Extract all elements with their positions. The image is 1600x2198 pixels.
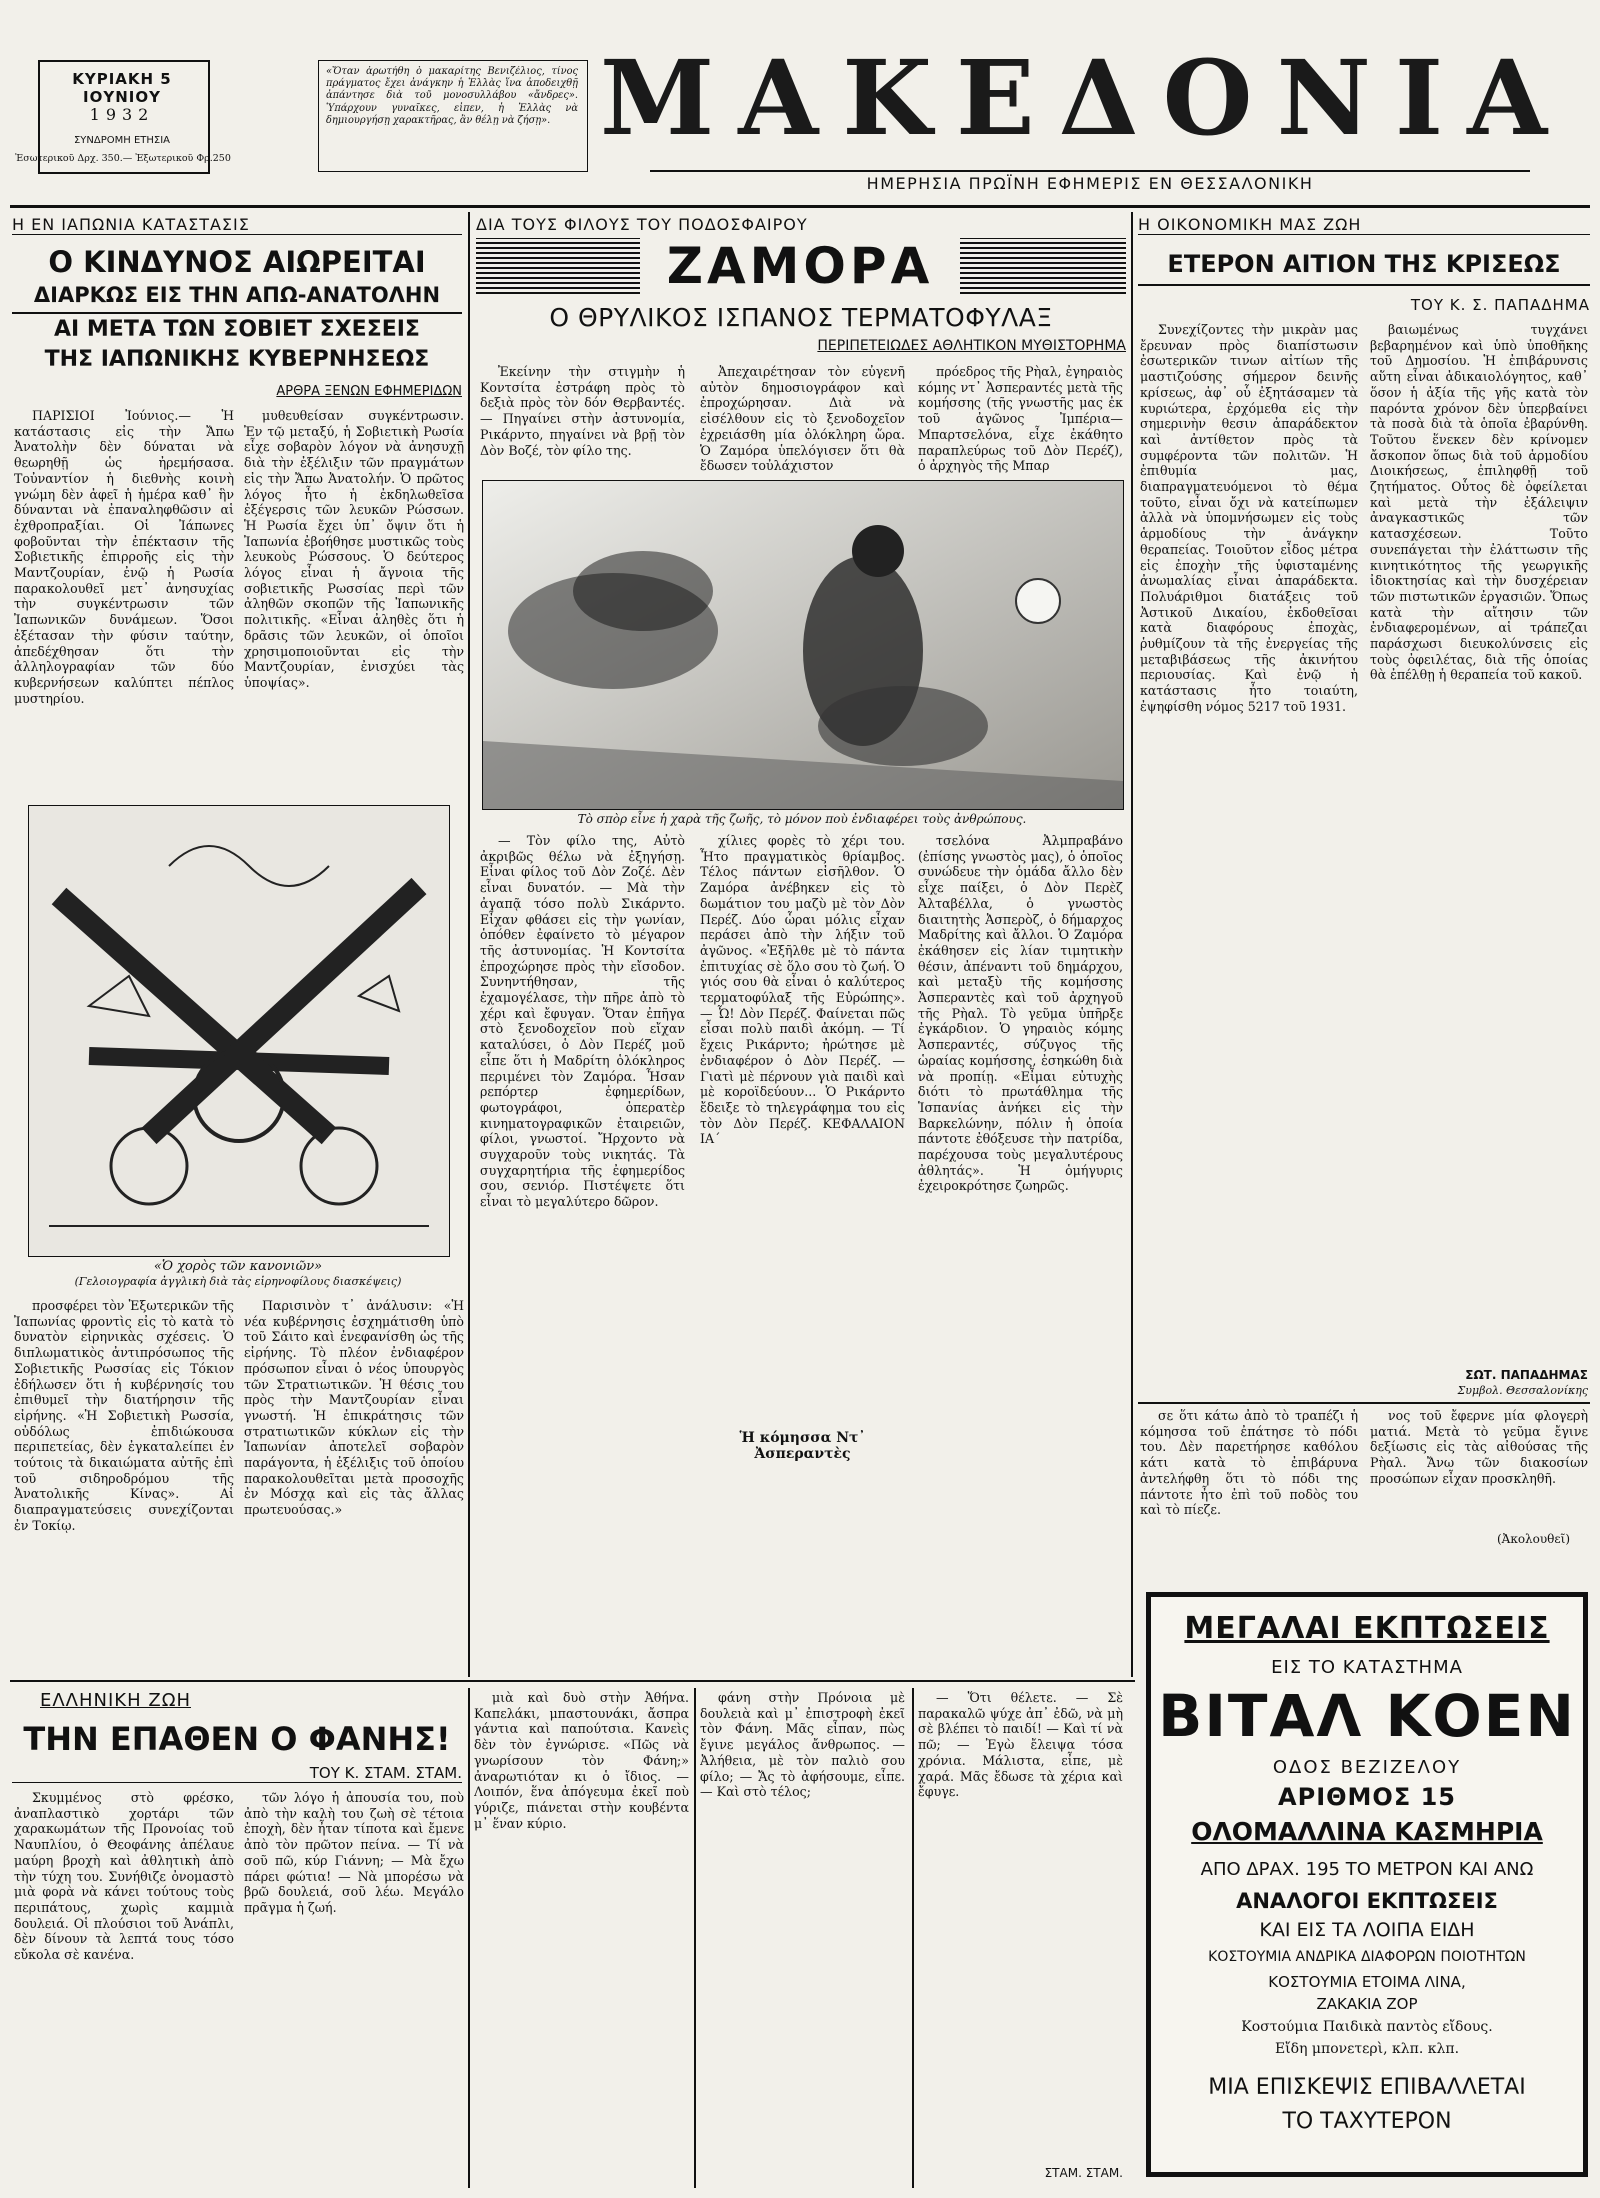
date-line: ΚΥΡΙΑΚΗ 5 ΙΟΥΝΙΟΥ	[72, 70, 172, 106]
masthead-rule	[10, 205, 1590, 208]
cartoon-subcaption: (Γελοιογραφία ἀγγλικὴ διὰ τὰς εἰρηνοφίλους διασκέψεις)	[74, 1275, 402, 1288]
zamora-text-2-top: Ἀπεχαιρέτησαν τὸν εὐγενῆ αὐτὸν δημοσιογράφον καὶ ἐπροχώρησαν. Διὰ νὰ εἰσέλθουν εἰς τὸ ξενοδοχεῖον ἐχρειάσθη μία ὁλόκληρη ὥρα. Ὁ Ζαμόρα ὑπελόγισεν ὅτι θὰ ἔδωσεν τοὐλάχιστον	[700, 364, 905, 474]
zamora-text-1: — Τὸν φίλο της, Αὐτὸ ἀκριβῶς θέλω νὰ ἐξηγήσῃ. Εἶναι φίλος τοῦ Δὸν Ζοζέ. Δὲν εἶναι δυνατόν. — Μὰ τὴν ἀγαπᾷ τόσο πολὺ Σικάρντο. Εἶχαν φθάσει εἰς τὴν γωνίαν, ὁπόθεν ἐφαίνετο τὸ μέγαρον τῆς ἀστυνομίας. Ἡ Κοντσίτα ἐπροχώρησε πρὸς τὴν εἴσοδον. Συνηντήθησαν, τῆς ἐχαμογέλασε, τὴν πῆρε ἀπὸ τὸ χέρι καὶ ἔφυγαν. Ὅταν ἐπῆγα στὸ ξενοδοχεῖον ποὺ εἴχαν καταλύσει, ὁ Δὸν Περέζ μοῦ εἶπε ὅτι ἡ Μαδρίτη ὁλόκληρος περιμένει τὸν Ζαμόρα. Ἦσαν ρεπόρτερ ἐφημερίδων, φωτογράφοι, ὀπερατὲρ κινηματογραφικῶν ἐταιρειῶν, φίλοι, γνωστοί. Ἤρχοντο νὰ συγχαροῦν τοὺς νικητάς. Τὰ συγχαρητήρια τῆς ἐφημερίδος σου, σενιόρ. Πιστέψετε ὅτι εἶναι τὸ μεγαλύτερο δῶρον.	[480, 833, 685, 1210]
greek-life-section: ΕΛΛΗΝΙΚΗ ΖΩΗ	[40, 1690, 191, 1711]
greek-life-text-5: — Ὅτι θέλετε. — Σὲ παρακαλῶ ψύχε ἀπ᾿ ἐδῶ, νὰ μὴ σὲ βλέπει τὸ παιδί! — Καὶ τί νὰ πῶ; — Ἐγὼ ἔλειψα τόσα χρόνια. Μάλιστα, εἶπε, μὲ χαρά. Μᾶς ἔδωσε τὰ χέρια καὶ ἔφυγε.	[918, 1690, 1123, 1800]
ad-line-14: Εἴδη μπονετερὶ, κλπ. κλπ.	[1274, 2041, 1460, 2057]
greek-life-signature: ΣΤΑΜ. ΣΤΑΜ.	[1044, 2166, 1123, 2180]
economy-signature: ΣΩΤ. ΠΑΠΑΔΗΜΑΣ	[1465, 1368, 1588, 1382]
continuation-column-2	[1370, 1408, 1588, 1528]
zamora-column-2	[700, 833, 905, 1423]
zamora-text-2: χίλιες φορὲς τὸ χέρι του. Ἦτο πραγματικὸς θρίαμβος. Τέλος πάντων εἰσῆλθον. Ὁ Ζαμόρα ἀνέβηκεν εἰς τὸ δωμάτιον του μαζὺ μὲ τὸν Δὸν Περέζ. Δύο ὧραι μόλις εἶχαν περάσει ἀπὸ τὴν λήξιν τοῦ ἀγῶνος. «Ἐξῆλθε μὲ τὸ πάντα ἐπιτυχίας σὲ ὅλο σου τὸ ζωή. Ὁ γιός σου θὰ εἶναι ὁ καλύτερος τερματοφύλαξ τῆς Εὐρώπης». — Ὦ! Δὸν Περέζ. Φαίνεται πῶς εἶσαι πολὺ παιδὶ ἀκόμη. — Τί ἔχεις Ρικάρντο; ἠρώτησε μὲ ἐνδιαφέρον ὁ Δὸν Περέζ. — Γιατὶ μὲ πέρνουν γιὰ παιδὶ καὶ μὲ κοροϊδεύουν... Ὁ Ρικάρντο ἔδειξε τὸ τηλεγράφημα του εἰς τὸν Δὸν Περέζ. ΚΕΦΑΛΑΙΟΝ ΙΑ΄	[700, 833, 905, 1147]
greek-life-column-1	[14, 1790, 234, 2190]
greek-life-column-5	[918, 1690, 1123, 2160]
economy-headline: ΕΤΕΡΟΝ ΑΙΤΙΟΝ ΤΗΣ ΚΡΙΣΕΩΣ	[1138, 244, 1590, 286]
zamora-section: ΔΙΑ ΤΟΥΣ ΦΙΛΟΥΣ ΤΟΥ ΠΟΔΟΣΦΑΙΡΟΥ	[476, 215, 808, 234]
football-photo	[482, 480, 1124, 810]
zamora-text-3-top: πρόεδρος τῆς Ρὴαλ, ἐγηραιὸς κόμης ντ᾿ Ἀσπεραντές μετὰ τῆς κομήσσης (τῆς γνωστῆς μας ἐκ τοῦ ἀγῶνος Ἰμπέρια—Μπαρτσελόνα, εἶχε ἐκάθητο παραπλεύρως τοῦ Δὸν Περέζ), ὁ ἀρχηγὸς τῆς Μπαρ	[918, 364, 1123, 474]
continuation-text-2: νος τοῦ ἔφερνε μία φλογερὴ ματιά. Μετὰ τὸ γεῦμα ἔγινε δεξίωσις εἰς τὰς αἰθούσας τῆς Ρὴαλ. Ἄνω τῶν διακοσίων προσώπων εἶχαν προσκληθῆ.	[1370, 1408, 1588, 1486]
greek-life-divider-2	[694, 1688, 696, 2188]
ad-line-12: ΖΑΚΑΚΙΑ ΖΟΡ	[1316, 1995, 1418, 2013]
japan-column-3	[14, 1298, 234, 1673]
ad-line-4: ΟΔΟΣ ΒΕΖΙΖΕΛΟΥ	[1272, 1757, 1462, 1778]
economy-signature-note: Συμβολ. Θεσσαλονίκης	[1457, 1384, 1588, 1397]
continuation-rule	[1138, 1402, 1590, 1404]
ad-line-11: ΚΟΣΤΟΥΜΙΑ ΕΤΟΙΜΑ ΛΙΝΑ,	[1268, 1973, 1466, 1991]
japan-headline-rule	[12, 312, 462, 314]
japan-headline-4: ΤΗΣ ΙΑΠΩΝΙΚΗΣ ΚΥΒΕΡΝΗΣΕΩΣ	[44, 347, 430, 372]
japan-column-4	[244, 1298, 464, 1673]
economy-section: Η ΟΙΚΟΝΟΜΙΚΗ ΜΑΣ ΖΩΗ	[1138, 215, 1590, 235]
ad-line-1: ΜΕΓΑΛΑΙ ΕΚΠΤΩΣΕΙΣ	[1184, 1611, 1550, 1646]
ad-line-10: ΚΟΣΤΟΥΜΙΑ ΑΝΔΡΙΚΑ ΔΙΑΦΟΡΩΝ ΠΟΙΟΤΗΤΩΝ	[1208, 1949, 1526, 1965]
title-rule	[650, 170, 1530, 172]
lower-rule	[10, 1680, 1135, 1682]
japan-text-4: Παρισινὸν τ᾿ ἀνάλυσιν: «Ἡ νέα κυβέρνησις ἐσχημάτισθη ὑπὸ τοῦ Σάιτο καὶ ἐνεφανίσθη ὡς τῆς εἰρήνης. Τὸ πλέον ἐνδιαφέρον πρόσωπον εἶναι ὁ νέος ὑπουργὸς τῶν Στρατιωτικῶν. Ἡ θέσις του πρὸς τὴν Μαντζουρίαν εἶναι γνωστή. Ἡ ἐπικράτησις τῶν στρατιωτικῶν κύκλων εἰς τὴν Ἰαπωνίαν ἀποτελεῖ σοβαρὸν παράγοντα, ἡ ἐξέλιξις τοῦ ὁποίου παρακολουθεῖται μετὰ προσοχῆς ἐν Μόσχᾳ καὶ εἰς τὰς ἄλλας πρωτευούσας.»	[244, 1298, 464, 1518]
japan-headline-1: Ο ΚΙΝΔΥΝΟΣ ΑΙΩΡΕΙΤΑΙ	[48, 245, 426, 279]
cartoon-illustration	[28, 805, 450, 1257]
greek-life-column-4	[700, 1690, 905, 2190]
japan-headline-2: ΔΙΑΡΚΩΣ ΕΙΣ ΤΗΝ ΑΠΩ-ΑΝΑΤΟΛΗΝ	[33, 283, 441, 307]
economy-column-2	[1370, 322, 1588, 1362]
economy-text-2: βαιωμένως τυγχάνει βεβαρημένον καὶ ὑπὸ ὑποθῆκης τοῦ Δημοσίου. Ἡ ἐπιβάρυνσις αὕτη εἶναι ἀδικαιολόγητος, καθ᾿ ὅσον ἡ ἀξία τῆς γῆς κατὰ τὸν παρόντα χρόνον δὲν ὑπερβαίνει τὰ ποσὰ διὰ τὰ ὁποῖα ἐβαρύνθη. Τοῦτου ἕνεκεν δὲν κρίνομεν ἄσκοπον ὅπως διὰ τοῦ ἁρμοδίου Διοικήσεως, ἐπιληφθῇ τοῦ ζητήματος. Οὗτος δὲ ὀφείλεται καὶ μετὰ τὴν ἐξάλειψιν ἀναγκαστικῶς τῶν κατασχέσεων. Τοῦτο συνεπάγεται τὴν ἐλάττωσιν τῆς κινητικότητος τῆς γεωργικῆς ἰδιοκτησίας καὶ τὴν δυσχέρειαν τῶν πιστωτικῶν ἐργασιῶν. Ὅπως κατὰ τὴν αἴτησιν τῶν ἐνδιαφερομένων, αἱ τράπεζαι παράσχωσι διευκολύνσεις εἰς τοὺς ὀφειλέτας, διὰ τῆς ὁποίας θὰ ἐπέλθῃ ἡ θεραπεία τοῦ κακοῦ.	[1370, 322, 1588, 683]
greek-life-text-3: μιὰ καὶ δυὸ στὴν Ἀθήνα. Καπελάκι, μπαστουνάκι, ἄσπρα γάντια καὶ παπούτσια. Κανεὶς δὲν τὸν ἐγνώρισε. «Πῶς νὰ γνωρίσουν τὸν Φάνη;» ἀναρωτιόταν κι ὁ ἴδιος. — Λοιπόν, ἕνα ἀπόγευμα ἐκεῖ ποὺ γύριζε, πιάνεται στὴν κουβέντα μ᾿ ἕναν κύριο.	[474, 1690, 689, 1831]
greek-life-divider-3	[912, 1688, 914, 2188]
year: 1932	[89, 105, 155, 124]
ad-line-3: ΒΙΤΑΛ ΚΟΕΝ	[1158, 1682, 1576, 1750]
japan-text-3: προσφέρει τὸν Ἐξωτερικῶν τῆς Ἰαπωνίας φροντὶς εἰς τὸ κατὰ τὸ δυνατὸν εἰρηνικὰς σχέσεις. Ὁ διπλωματικὸς ἀντιπρόσωπος τῆς Σοβιετικῆς Ρωσσίας εἰς Τόκιον ἐδήλωσεν ὅτι ἡ κυβέρνησίς του ἐπιθυμεῖ τὴν διατήρησιν τῆς εἰρήνης. «Ἡ Σοβιετικὴ Ρωσσία, οὐδόλως ἐπιδιώκουσα περιπετείας, δὲν ἐγκαταλείπει ἐν τούτοις τὰ δικαιώματα αὐτῆς ἐπὶ τοῦ σιδηροδρόμου τῆς Ἀνατολικῆς Κίνας». Αἱ διαπραγματεύσεις συνεχίζονται ἐν Τοκίῳ.	[14, 1298, 234, 1533]
japan-section: Η ΕΝ ΙΑΠΩΝΙΑ ΚΑΤΑΣΤΑΣΙΣ	[12, 215, 462, 235]
ad-line-13: Κοστούμια Παιδικὰ παντὸς εἴδους.	[1241, 2019, 1493, 2035]
ad-line-8: ΑΝΑΛΟΓΟΙ ΕΚΠΤΩΣΕΙΣ	[1236, 1889, 1498, 1913]
japan-headline-3: ΑΙ ΜΕΤΑ ΤΩΝ ΣΟΒΙΕΤ ΣΧΕΣΕΙΣ	[54, 317, 420, 342]
zamora-col-1-top	[480, 364, 685, 474]
chapter-heading: Ἡ κόμησσα Ντ᾿ Ἀσπεραντὲς	[739, 1430, 866, 1462]
zamora-subtitle: Ο ΘΡΥΛΙΚΟΣ ΙΣΠΑΝΟΣ ΤΕΡΜΑΤΟΦΥΛΑΞ	[549, 303, 1053, 332]
zamora-title: ΖΑΜΟΡΑ	[640, 236, 960, 296]
zamora-kicker: ΠΕΡΙΠΕΤΕΙΩΔΕΣ ΑΘΛΗΤΙΚΟΝ ΜΥΘΙΣΤΟΡΗΜΑ	[817, 338, 1126, 354]
column-divider-2	[1131, 212, 1133, 1677]
newspaper-title: ΜΑΚΕΔΟΝΙΑ	[600, 38, 1572, 159]
masthead-quote: «Ὅταν ἀρωτήθη ὁ μακαρίτης Βενιζέλιος, τίνος πράγματος ἔχει ἀνάγκην ἡ Ἑλλὰς ἵνα ἀποδειχθῇ ἀπάντησε διὰ τοῦ μονοσυλλάβου «ἄνδρες». Ὑπάρχουν γυναῖκες, εἰπεν, ἡ Ἑλλὰς νὰ δημιουργήσῃ χαρακτῆρας, ἂν θέλῃ νὰ ζήσῃ».	[326, 66, 578, 126]
ad-line-15: ΜΙΑ ΕΠΙΣΚΕΨΙΣ ΕΠΙΒΑΛΛΕΤΑΙ	[1208, 2075, 1526, 2100]
zamora-col-2-top	[700, 364, 905, 474]
economy-text-1: Συνεχίζοντες τὴν μικρὰν μας ἔρευναν πρὸς διαπίστωσιν ἐσωτερικῶν τινων αἰτίων τῆς μαστιζούσης σήμερον δεινῆς κρίσεως, ἀφ᾿ οὗ ἐξητάσαμεν τὰ κυριώτερα, ἐρχόμεθα εἰς τὴν σημερινὴν θεσιν ἀπαράδεκτον καὶ ἀντίθετον πρὸς τὰ συμφέροντα τῶν πολιτῶν. Ἡ ἐπιθυμία μας, διαπραγματευόμενοι τὸ θέμα τοῦτο, εἶναι ὄχι νὰ κατείπωμεν ἀλλὰ νὰ ὑπομνήσωμεν εἰς τοὺς ἁρμοδίους τὴν ἀνάγκην θεραπείας. Τοιοῦτον εἶδος μέτρα εἰς ἐποχὴν τῆς ὑφισταμένης ἀνωμαλίας εἶναι ἀπαράδεκτα. Πολυάριθμοι διατάξεις τοῦ Ἀστικοῦ Δικαίου, ἐκδοθεῖσαι κατὰ διαφόρους ἐποχὰς, ῥυθμίζουν τὰ τῆς ἐνεργείας τῆς μεταβιβάσεως τῆς ἀκινήτου περιουσίας. Καὶ ἐνῷ ἡ κατάστασις ἦτο τοιαύτη, ἐψηφίσθη νόμος 5217 τοῦ 1931.	[1140, 322, 1358, 714]
greek-life-text-1: Σκυμμένος στὸ φρέσκο, ἀναπλαστικὸ χορτάρι τῶν χαρακωμάτων τῆς Προνοίας τοῦ Ναυπλίου, ὁ Θεοφάνης ἀπέλαυε μαύρη βροχὴ καὶ ἀθλητικὴ ἀπὸ τὴν τύχη του. Συνήθιζε ὀνομαστὸ μιὰ φορὰ νὰ κάνει τούτους τοὺς περιπάτους, χωρὶς καμμιὰ δουλειά. Οἱ πλούσιοι τοῦ Ἀνάπλι, δὲν δίνουν τὰ λεπτά τους τόσο εὔκολα σὲ κανένα.	[14, 1790, 234, 1963]
continued-note: (Ἀκολουθεῖ)	[1496, 1532, 1570, 1546]
continuation-text-1: σε ὅτι κάτω ἀπὸ τὸ τραπέζι ἡ κόμησσα τοῦ ἐπάτησε τὸ πόδι του. Δὲν παρετήρησε καθόλου κάτι κατὰ τὸ ἐπιβάρυνα ἀντελήφθη ὅτι τὸ πόδι της πάντοτε ἦτο ἐπὶ τοῦ ποδὸς του καὶ τὸ πίεζε.	[1140, 1408, 1358, 1518]
greek-life-divider-1	[468, 1688, 470, 2188]
newspaper-subtitle: ΗΜΕΡΗΣΙΑ ΠΡΩΪΝΗ ΕΦΗΜΕΡΙΣ ΕΝ ΘΕΣΣΑΛΟΝΙΚΗ	[866, 174, 1314, 193]
column-divider-1	[468, 212, 470, 1677]
japan-text-1: ΠΑΡΙΣΙΟΙ Ἰούνιος.— Ἡ κατάστασις εἰς τὴν Ἄπω Ἀνατολὴν δὲν δύναται νὰ θεωρηθῇ ὡς ἠρεμήσασα. Τοὐναντίον ἡ διεθνὴς κοινὴ γνώμη δὲν ἀφεῖ ἡ ἡμέρα καθ᾿ ἣν δύνανται νὰ ἐπαναληφθῶσιν αἱ ἐχθροπραξίαι. Οἱ Ἰάπωνες φοβοῦνται τὴν ἐπέκτασιν τῆς Σοβιετικῆς ἐπιρροῆς εἰς τὴν Μαντζουρίαν, ἐνῷ ἡ Ρωσία παρακολουθεῖ μετ᾿ ἀνησυχίας τὴν συγκέντρωσιν τῶν Ἰαπωνικῶν δυνάμεων. Ὅσοι ἐξέτασαν τὴν φύσιν ταύτην, ἀπεδέχθησαν ὅτι τὴν ἀλληλογραφίαν τῶν δύο κυβερνήσεων καλύπτει πέπλος μυστηρίου.	[14, 408, 234, 706]
ad-line-16: ΤΟ ΤΑΧΥΤΕΡΟΝ	[1282, 2109, 1452, 2134]
greek-life-text-4: φάνη στὴν Πρόνοια μὲ δουλειὰ καὶ μ᾿ ἐπιστροφὴ ἐκεῖ τὸν Φάνη. Μᾶς εἶπαν, πὼς ἔγινε μεγάλος ἄνθρωπος. — Ἀλήθεια, μὲ τὸν παλιὸ σου φίλο; — Ἄς τὸ ἀφήσουμε, εἶπε. — Καὶ στὸ τέλος;	[700, 1690, 905, 1800]
zamora-column-3	[918, 833, 1123, 1433]
greek-life-headline: ΤΗΝ ΕΠΑΘΕΝ Ο ΦΑΝΗΣ!	[23, 1720, 451, 1758]
ad-line-9: ΚΑΙ ΕΙΣ ΤΑ ΛΟΙΠΑ ΕΙΔΗ	[1259, 1919, 1475, 1941]
economy-byline: ΤΟΥ Κ. Σ. ΠΑΠΑΔΗΜΑ	[1410, 296, 1590, 314]
zamora-text-1-top: Ἐκείνην τὴν στιγμὴν ἡ Κοντσίτα ἐστράφη πρὸς τὸ δεξιὰ πρὸς τὸν δόν Θερβαντές. — Πηγαίνει στὴν ἀστυνομία, Ρικάρντο, πηγαίνει νὰ βρῇ τὸν Δὸν Βοζέ, τὸν φίλο της.	[480, 364, 685, 458]
japan-column-1	[14, 408, 234, 793]
continuation-column-1	[1140, 1408, 1358, 1573]
cartoon-caption: «Ὁ χορὸς τῶν κανονιῶν»	[153, 1259, 323, 1274]
greek-life-column-2	[244, 1790, 464, 2190]
greek-life-byline: ΤΟΥ Κ. ΣΤΑΜ. ΣΤΑΜ.	[12, 1764, 462, 1783]
japan-byline: ΑΡΘΡΑ ΞΕΝΩΝ ΕΦΗΜΕΡΙΔΩΝ	[276, 384, 462, 399]
subscription-rates: Ἐσωτερικοῦ Δρχ. 350.— Ἐξωτερικοῦ Φρ.250	[15, 153, 231, 164]
zamora-column-1	[480, 833, 685, 1673]
greek-life-column-3	[474, 1690, 689, 2190]
japan-text-2: μυθευθείσαν συγκέντρωσιν. Ἐν τῷ μεταξύ, ἡ Σοβιετικὴ Ρωσία εἶχε σοβαρὸν λόγον νὰ ἀνησυχῇ διὰ τὴν ἐξέλιξιν τῶν πραγμάτων εἰς τὴν Ἄπω Ἀνατολήν. Ὁ πρῶτος λόγος ἦτο ἡ ἐκδηλωθεῖσα ἐξέγερσις τῶν λευκῶν Ρώσσων. Ἡ Ρωσία ἔχει ὑπ᾿ ὄψιν ὅτι ἡ Ἰαπωνία ἐβοήθησε μυστικῶς τοὺς λευκοὺς Ρώσσους. Ὁ δεύτερος λόγος εἶναι ἡ ἄγνοια τῆς σοβιετικῆς Ρωσσίας περὶ τῶν ἀληθῶν σκοπῶν τῆς Ἰαπωνικῆς πολιτικῆς. «Εἶναι ἀληθὲς ὅτι ἡ δρᾶσις τῶν λευκῶν, οἱ ὁποῖοι χρησιμοποιοῦνται εἰς τὴν Μαντζουρίαν, ἐνισχύει τὰς ὑποψίας».	[244, 408, 464, 690]
ad-line-2: ΕΙΣ ΤΟ ΚΑΤΑΣΤΗΜΑ	[1271, 1657, 1463, 1678]
vital-koen-ad	[1146, 1592, 1588, 2177]
football-photo-caption: Τὸ σπὸρ εἶνε ἡ χαρὰ τῆς ζωῆς, τὸ μόνον ποὺ ἐνδιαφέρει τοὺς ἀνθρώπους.	[577, 812, 1027, 826]
goalkeeper-photo-icon	[483, 481, 1123, 809]
ad-line-5: ΑΡΙΘΜΟΣ 15	[1278, 1783, 1456, 1811]
cannons-drawing-icon	[29, 806, 449, 1256]
japan-column-2	[244, 408, 464, 793]
ad-line-6: ΟΛΟΜΑΛΛΙΝΑ ΚΑΣΜΗΡΙΑ	[1191, 1817, 1543, 1846]
zamora-text-3: τσελόνα Ἀλμπραβάνο (ἐπίσης γνωστὸς μας), ὁ ὁποῖος συνώδευε τὴν ὁμάδα ἄλλο δὲν εἶχε παίξει, ὁ Δὸν Περὲζ Ἀλταβέλλα, ὁ γνωστὸς διαιτητὴς Ἀσπερὸζ, ὁ δήμαρχος Μαδρίτης καὶ ἄλλοι. Ὁ Ζαμόρα ἐκάθησεν εἰς λίαν τιμητικὴν θέσιν, ἀπέναντι τοῦ δημάρχου, καὶ μεταξὺ τῆς κομήσσης Ἀσπεραντὲς καὶ τοῦ ἀρχηγοῦ τῆς Ρὴαλ. Τὸ γεῦμα ὑπῆρξε ἐγκάρδιον. Ὁ γηραιὸς κόμης Ἀσπεραντές, σύζυγος τῆς ὡραίας κομήσσης, ἐσηκώθη διὰ νὰ προπίῃ. «Εἶμαι εὐτυχὴς διότι τὸ πρωτάθλημα τῆς Ἱσπανίας ἀνήκει εἰς τὴν Βαρκελώνην, πόλιν ἡ ὁποία πάντοτε ἐθόξευσε τὴν πατρίδα, παρέχουσα τοὺς μεγαλυτέρους ἀθλητάς». Ἡ ὁμήγυρις ἐχειροκρότησε ζωηρῶς.	[918, 833, 1123, 1194]
economy-column-1	[1140, 322, 1358, 1397]
zamora-col-3-top	[918, 364, 1123, 474]
greek-life-text-2: τῶν λόγο ἡ ἀπουσία του, ποὺ ἀπὸ τὴν καλὴ του ζωὴ σὲ τέτοια ἐποχὴ, δὲν ἦταν τίποτα καὶ ἔμενε ἀπὸ τὸν πρῶτον πείνα. — Τί νὰ σοῦ πῶ, κύρ Γιάννη; — Μὰ ἔχω πάρει φώτια! — Νὰ μπορέσω νὰ βρῶ δουλειά, σοῦ λέω. Μεγάλο πρᾶγμα ἡ ζωή.	[244, 1790, 464, 1915]
ad-line-7: ΑΠΟ ΔΡΑΧ. 195 ΤΟ ΜΕΤΡΟΝ ΚΑΙ ΑΝΩ	[1200, 1859, 1534, 1880]
subscription-label: ΣΥΝΔΡΟΜΗ ΕΤΗΣΙΑ	[73, 135, 171, 146]
